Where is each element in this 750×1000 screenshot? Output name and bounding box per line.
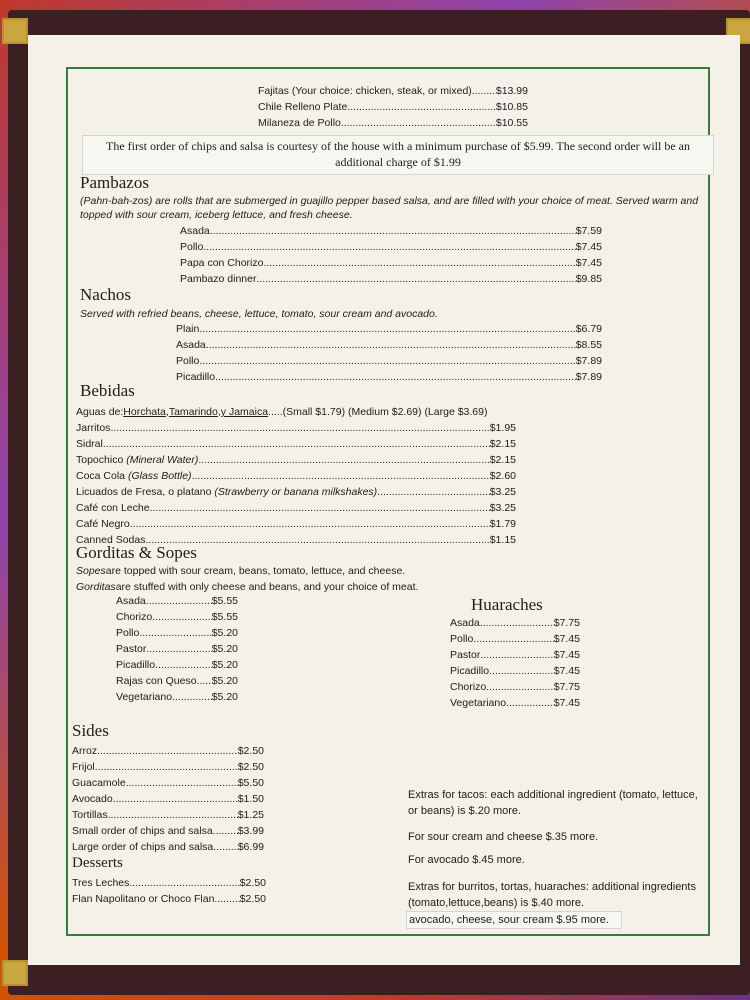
menu-item: Large order of chips and salsa ..... $6.99 — [72, 841, 264, 853]
menu-item: Licuados de Fresa, o platano (Strawberry or banana milkshakes) ..... $3.25 — [76, 486, 516, 498]
menu-item: Asada ..... $5.55 — [116, 595, 238, 607]
menu-item: Frijol ..... $2.50 — [72, 761, 264, 773]
section-title-bebidas: Bebidas — [80, 381, 135, 400]
menu-item: Vegetariano ..... $7.45 — [450, 697, 580, 709]
menu-item: Rajas con Queso ..... $5.20 — [116, 675, 238, 687]
chips-notice: The first order of chips and salsa is courtesy of the house with a minimum purchase of $5.99. The second order will be an additional charge of $1.99 — [82, 135, 714, 175]
menu-item: Chile Relleno Plate ..... $10.85 — [258, 101, 528, 113]
menu-item: Canned Sodas ..... $1.15 — [76, 534, 516, 546]
section-title-nachos: Nachos — [80, 285, 131, 304]
menu-item: Pollo ..... $7.45 — [450, 633, 580, 645]
menu-item: Picadillo ..... $7.45 — [450, 665, 580, 677]
menu-item: Tres Leches ..... $2.50 — [72, 877, 266, 889]
menu-item: Jarritos ..... $1.95 — [76, 422, 516, 434]
extras-sour-cream: For sour cream and cheese $.35 more. — [408, 831, 599, 843]
menu-item: Pollo ..... $5.20 — [116, 627, 238, 639]
nachos-description: Served with refried beans, cheese, lettuce, tomato, sour cream and avocado. — [80, 308, 438, 320]
menu-item: Picadillo ..... $5.20 — [116, 659, 238, 671]
menu-item: Milaneza de Pollo ..... $10.55 — [258, 117, 528, 129]
menu-item: Guacamole ..... $5.50 — [72, 777, 264, 789]
sopes-description: Sopes are topped with sour cream, beans, tomato, lettuce, and cheese. — [76, 565, 406, 577]
extras-combo: avocado, cheese, sour cream $.95 more. — [406, 911, 622, 929]
extras-tacos: Extras for tacos: each additional ingredient (tomato, lettuce, or beans) is $.20 more. — [408, 789, 698, 817]
menu-item: Pollo ..... $7.45 — [180, 241, 602, 253]
menu-item: Pastor ..... $5.20 — [116, 643, 238, 655]
menu-item: Sidral ..... $2.15 — [76, 438, 516, 450]
section-title-gorditas: Gorditas & Sopes — [76, 543, 197, 562]
corner-clip-icon — [2, 18, 28, 44]
corner-clip-icon — [2, 960, 28, 986]
menu-item: Asada ..... $7.75 — [450, 617, 580, 629]
section-title-huaraches: Huaraches — [471, 595, 543, 614]
section-title-pambazos: Pambazos — [80, 173, 149, 192]
menu-item: Chorizo ..... $5.55 — [116, 611, 238, 623]
menu-item: Pastor ..... $7.45 — [450, 649, 580, 661]
menu-item: Vegetariano ..... $5.20 — [116, 691, 238, 703]
menu-item: Tortillas ..... $1.25 — [72, 809, 264, 821]
menu-item: Papa con Chorizo ..... $7.45 — [180, 257, 602, 269]
menu-item: Café Negro ..... $1.79 — [76, 518, 516, 530]
menu-item: Asada ..... $7.59 — [180, 225, 602, 237]
menu-item: Asada ..... $8.55 — [176, 339, 602, 351]
menu-page — [28, 35, 740, 965]
aguas-line: Aguas de: Horchata , Tamarindo , y Jamaica .....(Small $1.79) (Medium $2.69) (Large $3.69) — [76, 406, 488, 418]
pambazos-description: (Pahn-bah-zos) are rolls that are submerged in guajillo pepper based salsa, and are filled with your choice of meat. Served warm and topped with sour cream, iceberg lettuce, and fresh cheese. — [80, 195, 699, 221]
extras-avocado: For avocado $.45 more. — [408, 854, 525, 866]
menu-item: Flan Napolitano or Choco Flan ..... $2.50 — [72, 893, 266, 905]
extras-burritos: Extras for burritos, tortas, huaraches: additional ingredients (tomato,lettuce,beans) is $.40 more. — [408, 881, 696, 909]
gorditas-description: Gorditas are stuffed with only cheese and beans, and your choice of meat. — [76, 581, 419, 593]
menu-item: Topochico (Mineral Water) ..... $2.15 — [76, 454, 516, 466]
menu-item: Fajitas (Your choice: chicken, steak, or mixed) ..... $13.99 — [258, 85, 528, 97]
menu-item: Coca Cola (Glass Bottle) ..... $2.60 — [76, 470, 516, 482]
menu-item: Picadillo ..... $7.89 — [176, 371, 602, 383]
menu-item: Pollo ..... $7.89 — [176, 355, 602, 367]
menu-item: Small order of chips and salsa ..... $3.99 — [72, 825, 264, 837]
section-title-sides: Sides — [72, 721, 109, 740]
menu-item: Chorizo ..... $7.75 — [450, 681, 580, 693]
menu-item: Café con Leche ..... $3.25 — [76, 502, 516, 514]
section-title-desserts: Desserts — [72, 855, 123, 871]
menu-item: Arroz ..... $2.50 — [72, 745, 264, 757]
menu-item: Plain ..... $6.79 — [176, 323, 602, 335]
menu-item: Avocado ..... $1.50 — [72, 793, 264, 805]
menu-item: Pambazo dinner ..... $9.85 — [180, 273, 602, 285]
